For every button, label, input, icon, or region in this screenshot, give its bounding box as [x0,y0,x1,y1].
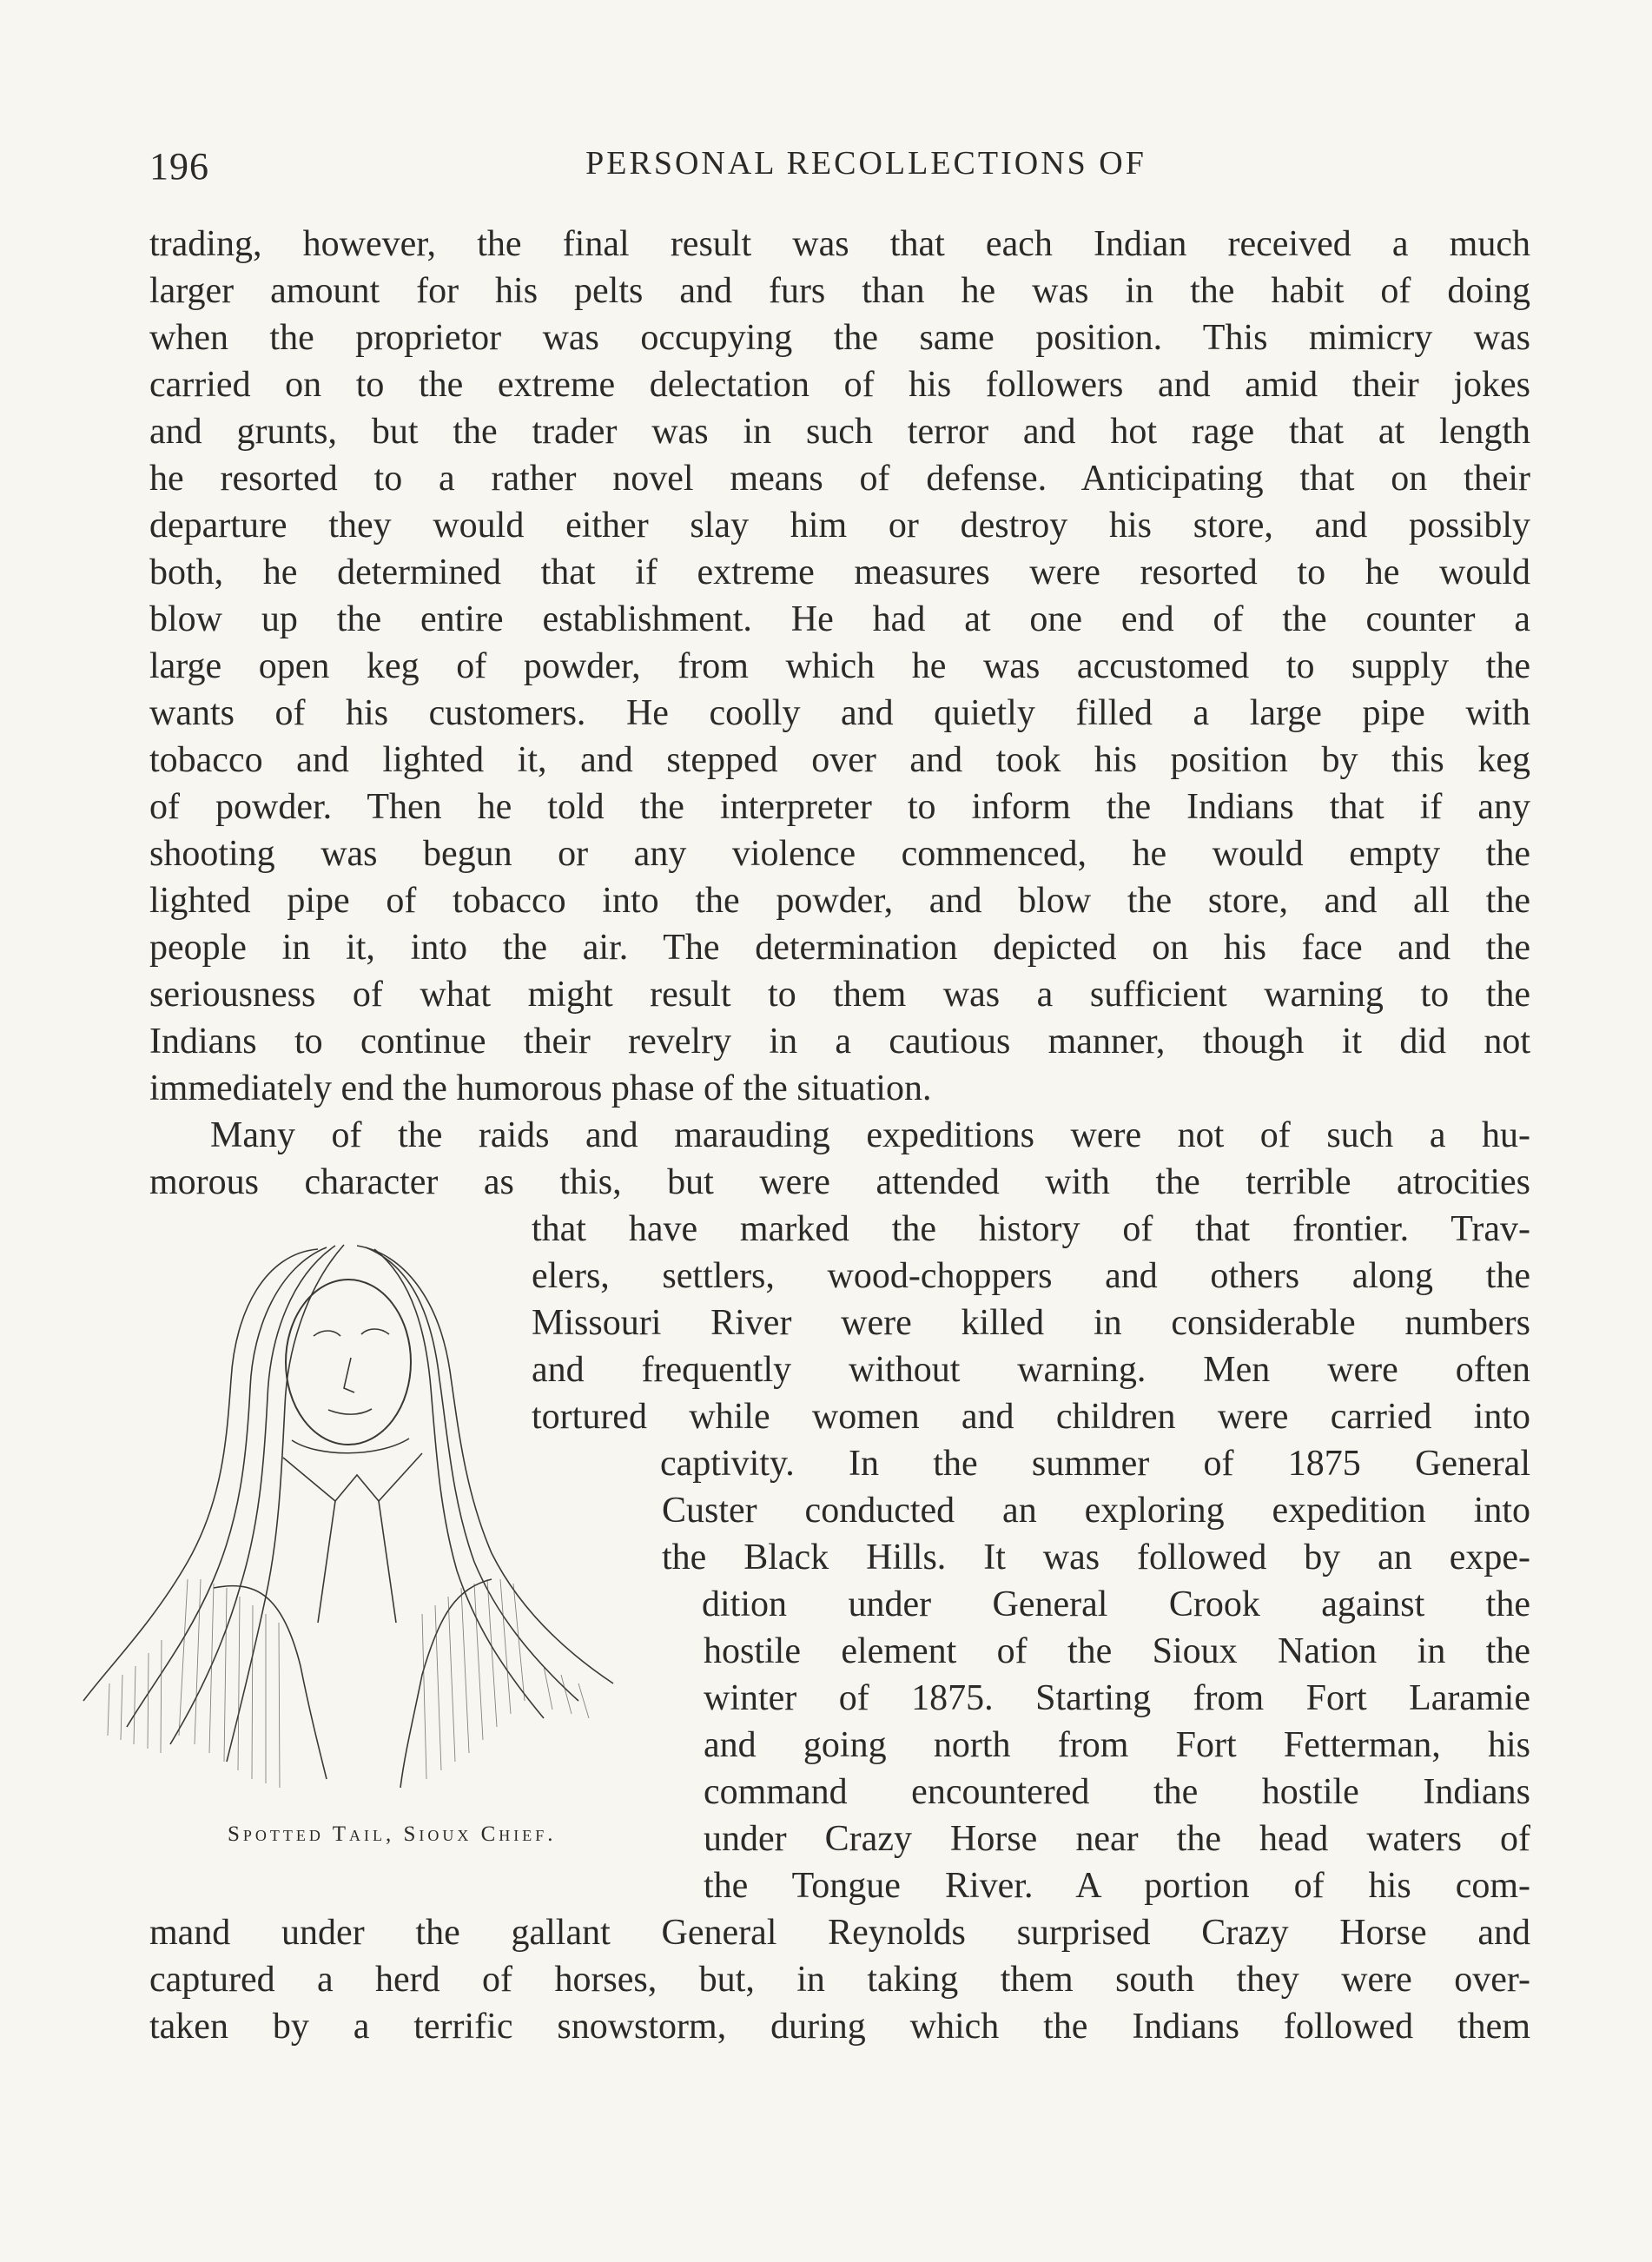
text-line: and grunts, but the trader was in such terror and hot rage that at length [149,412,1530,452]
text-line: and going north from Fort Fetterman, his [704,1725,1530,1765]
text-line: and frequently without warning. Men were often [532,1350,1530,1390]
text-line: large open keg of powder, from which he was accustomed to supply the [149,646,1530,686]
text-line: lighted pipe of tobacco into the powder, and blow the store, and all the [149,881,1530,921]
text-line: he resorted to a rather novel means of defense. Anticipating that on their [149,459,1530,499]
text-line: of powder. Then he told the interpreter to inform the Indians that if any [149,787,1530,827]
text-line: departure they would either slay him or destroy his store, and possibly [149,506,1530,546]
text-line: carried on to the extreme delectation of his followers and amid their jokes [149,365,1530,405]
text-line: Custer conducted an exploring expedition into [662,1491,1530,1531]
text-line: winter of 1875. Starting from Fort Laramie [704,1678,1530,1718]
text-line: tortured while women and children were carried into [532,1397,1530,1437]
text-line: captured a herd of horses, but, in taking them south they were over- [149,1960,1530,2000]
text-line: elers, settlers, wood-choppers and others along the [532,1256,1530,1296]
text-line: that have marked the history of that frontier. Trav- [532,1209,1530,1249]
text-line: seriousness of what might result to them was a sufficient warning to the [149,975,1530,1015]
text-line: the Black Hills. It was followed by an expe- [662,1538,1530,1577]
text-line: dition under General Crook against the [702,1584,1530,1624]
text-line: wants of his customers. He coolly and quietly filled a large pipe with [149,693,1530,733]
page-header [149,144,1530,196]
spotted-tail-portrait [57,1214,683,1814]
text-line: people in it, into the air. The determination depicted on his face and the [149,928,1530,968]
page-number: 196 [149,145,209,188]
text-line: larger amount for his pelts and furs than he was in the habit of doing [149,271,1530,311]
text-line: Missouri River were killed in considerable numbers [532,1303,1530,1343]
text-line: both, he determined that if extreme measures were resorted to he would [149,552,1530,592]
text-line: under Crazy Horse near the head waters of [704,1819,1530,1859]
figure-caption: Spotted Tail, Sioux Chief. [228,1822,557,1846]
text-line: when the proprietor was occupying the same position. This mimicry was [149,318,1530,358]
text-line: hostile element of the Sioux Nation in the [704,1631,1530,1671]
text-line: taken by a terrific snowstorm, during which the Indians followed them [149,2007,1530,2047]
text-line: Many of the raids and marauding expeditions were not of such a hu- [210,1115,1530,1155]
text-line: trading, however, the final result was that each Indian received a much [149,224,1530,264]
text-line: tobacco and lighted it, and stepped over and took his position by this keg [149,740,1530,780]
text-line: the Tongue River. A portion of his com- [704,1866,1530,1906]
text-line: immediately end the humorous phase of the situation. [149,1068,932,1108]
text-line: Indians to continue their revelry in a cautious manner, though it did not [149,1022,1530,1062]
text-line: morous character as this, but were attended with the terrible atrocities [149,1162,1530,1202]
text-line: shooting was begun or any violence commenced, he would empty the [149,834,1530,874]
text-line: mand under the gallant General Reynolds surprised Crazy Horse and [149,1913,1530,1953]
text-line: blow up the entire establishment. He had at one end of the counter a [149,599,1530,639]
running-title: PERSONAL RECOLLECTIONS OF [585,145,1146,182]
text-line: captivity. In the summer of 1875 General [660,1444,1530,1484]
text-line: command encountered the hostile Indians [704,1772,1530,1812]
